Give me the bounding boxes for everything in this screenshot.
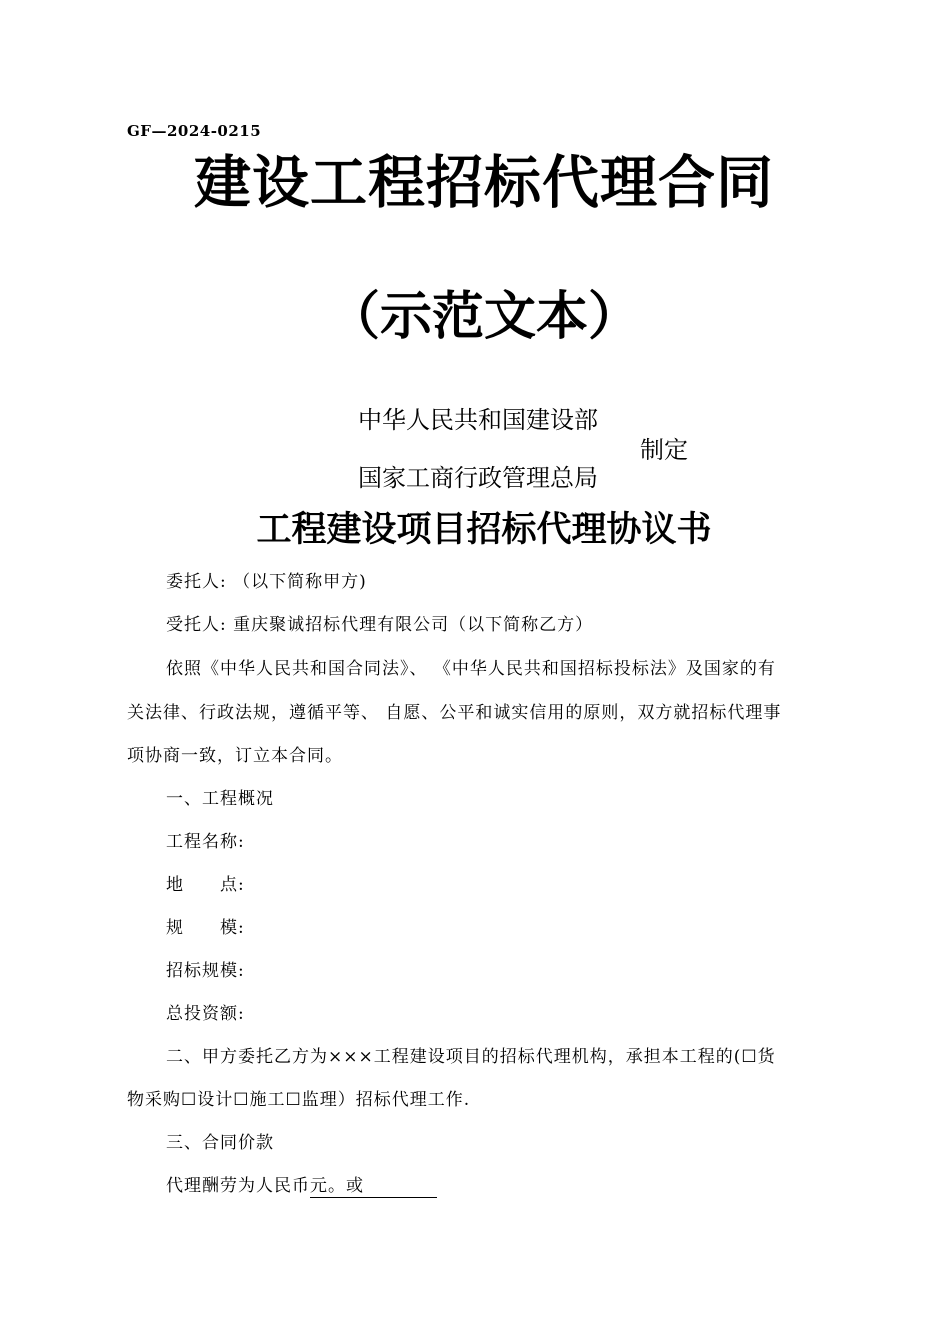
- basis-line-2: 关法律、行政法规，遵循平等、 自愿、公平和诚实信用的原则，双方就招标代理事: [127, 703, 782, 723]
- bid-scale-label: 招标规模:: [166, 961, 245, 981]
- fee-underlined-blank: 元。或: [310, 1175, 437, 1198]
- section-3-heading: 三、合同价款: [166, 1133, 274, 1153]
- issuer-ministry-of-construction: 中华人民共和国建设部: [358, 406, 598, 434]
- project-name-label: 工程名称:: [166, 832, 245, 852]
- principal-line: 委托人: （以下简称甲方): [166, 572, 367, 592]
- issuer-action: 制定: [640, 436, 688, 464]
- basis-line-3: 项协商一致，订立本合同。: [127, 746, 343, 766]
- agent-line: 受托人: 重庆聚诚招标代理有限公司（以下简称乙方）: [166, 615, 594, 635]
- project-scale-label: 规 模:: [166, 918, 245, 938]
- agreement-title: 工程建设项目招标代理协议书: [256, 509, 712, 550]
- section-1-heading: 一、工程概况: [166, 789, 274, 809]
- section-2-line-1: 二、甲方委托乙方为×××工程建设项目的招标代理机构，承担本工程的(☐货: [166, 1047, 776, 1067]
- project-location-label: 地 点:: [166, 875, 245, 895]
- document-code: GF—2024-0215: [127, 122, 262, 140]
- total-investment-label: 总投资额:: [166, 1004, 245, 1024]
- issuer-saic: 国家工商行政管理总局: [358, 464, 598, 492]
- section-2-line-2: 物采购☐设计☐施工☐监理）招标代理工作.: [127, 1090, 471, 1110]
- document-title: 建设工程招标代理合同: [194, 150, 774, 216]
- basis-line-1: 依照《中华人民共和国合同法》、 《中华人民共和国招标投标法》及国家的有: [166, 659, 776, 679]
- agency-fee-line: 代理酬劳为人民币元。或: [166, 1175, 437, 1198]
- document-subtitle: （示范文本）: [327, 287, 640, 347]
